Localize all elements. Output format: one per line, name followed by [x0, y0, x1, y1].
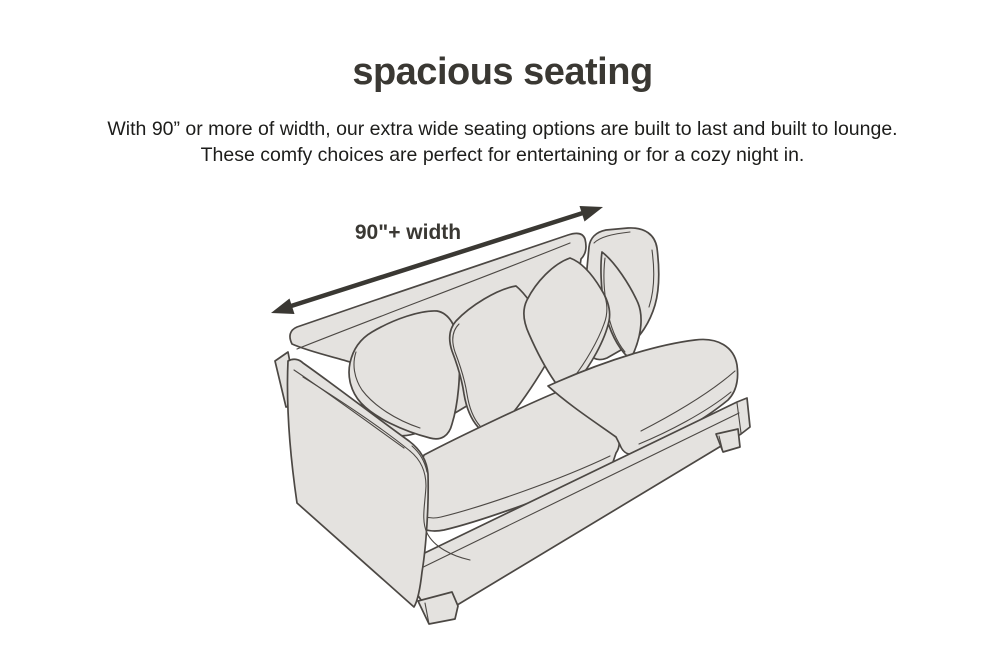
dimension-arrow-left-head [271, 299, 295, 315]
subtitle-line-1: With 90” or more of width, our extra wide seating options are built to last and built to lounge. [107, 118, 898, 140]
dimension-label: 90"+ width [354, 221, 462, 244]
dimension-arrow-right-head [580, 206, 604, 222]
subtitle-line-2: These comfy choices are perfect for entertaining or for a cozy night in. [200, 144, 805, 166]
page-title: spacious seating [352, 51, 653, 93]
